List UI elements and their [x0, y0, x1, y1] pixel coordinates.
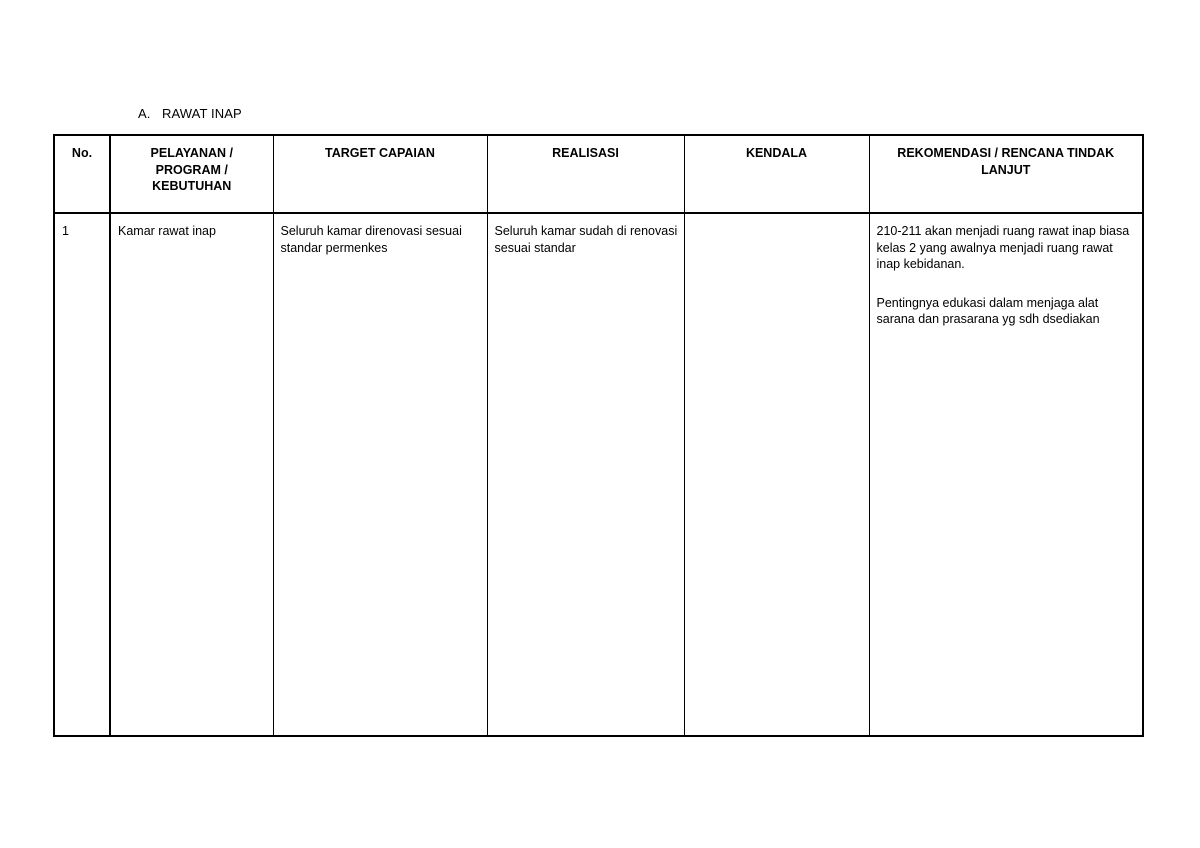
- header-kendala: KENDALA: [684, 135, 869, 213]
- header-realisasi: REALISASI: [487, 135, 684, 213]
- rekomendasi-paragraph-1: 210-211 akan menjadi ruang rawat inap biasa kelas 2 yang awalnya menjadi ruang rawat inap kebidanan.: [876, 224, 1130, 271]
- section-title: RAWAT INAP: [162, 106, 242, 121]
- header-pelayanan: PELAYANAN / PROGRAM / KEBUTUHAN: [110, 135, 273, 213]
- cell-kendala: [684, 213, 869, 736]
- header-no: No.: [54, 135, 110, 213]
- header-rekomendasi: REKOMENDASI / RENCANA TINDAK LANJUT: [869, 135, 1143, 213]
- cell-target: Seluruh kamar direnovasi sesuai standar permenkes: [273, 213, 487, 736]
- cell-no: 1: [54, 213, 110, 736]
- table-row: [54, 213, 1143, 736]
- cell-realisasi: Seluruh kamar sudah di renovasi sesuai standar: [487, 213, 684, 736]
- rekomendasi-paragraph-2: Pentingnya edukasi dalam menjaga alat sarana dan prasarana yg sdh dsediakan: [876, 295, 1100, 326]
- cell-pelayanan: Kamar rawat inap: [110, 213, 273, 736]
- section-heading: [138, 106, 242, 121]
- section-letter: A.: [138, 106, 151, 121]
- header-target: TARGET CAPAIAN: [273, 135, 487, 213]
- cell-rekomendasi: [869, 213, 1143, 736]
- report-table: [53, 134, 1144, 737]
- table-header-row: [54, 135, 1143, 213]
